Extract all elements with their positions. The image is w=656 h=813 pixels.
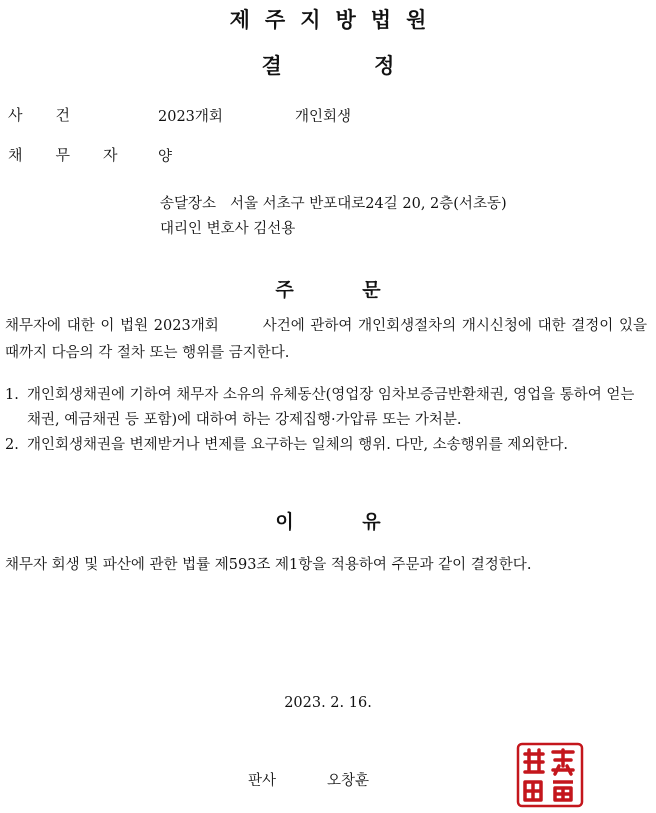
case-label: 사건 [8, 106, 103, 124]
judge-seal-icon [515, 740, 585, 810]
address-line [160, 192, 507, 213]
order-item [5, 383, 647, 433]
reason-title: 이 유 [275, 511, 381, 533]
order-list [5, 383, 647, 458]
representative: 대리인 변호사 김선용 [160, 221, 296, 237]
order-item-text: 개인회생채권에 기하여 채무자 소유의 유체동산(영업장 임차보증금반환채권, 영업을 통하여 얻는 채권, 예금채권 등 포함)에 대하여 하는 강제집행·가압류 또는 가처분. [27, 387, 635, 428]
debtor-label: 채무자 [8, 146, 151, 164]
debtor-name: 양 [158, 149, 173, 165]
order-paragraph [5, 313, 647, 367]
order-item-number: 1. [5, 387, 19, 403]
judge-title: 판사 [248, 773, 277, 789]
decision-date: 2023. 2. 16. [284, 695, 372, 711]
judge-name: 오창훈 [327, 773, 370, 789]
court-name: 제주지방법원 [229, 8, 442, 32]
order-paragraph-part1: 채무자에 대한 이 법원 2023개회 [5, 318, 219, 334]
case-number: 2023개회 [158, 109, 223, 125]
case-name: 개인회생 [295, 109, 352, 125]
order-item-text: 개인회생채권을 변제받거나 변제를 요구하는 일체의 행위. 다만, 소송행위를 제외한다. [27, 437, 568, 453]
address-label: 송달장소 [160, 196, 217, 212]
order-item [5, 433, 647, 458]
order-item-number: 2. [5, 437, 19, 453]
document-title: 결 정 [261, 54, 395, 78]
address-value: 서울 서초구 반포대로24길 20, 2층(서초동) [230, 196, 507, 212]
reason-text: 채무자 회생 및 파산에 관한 법률 제593조 제1항을 적용하여 주문과 같이 결정한다. [5, 557, 532, 573]
order-title: 주 문 [275, 279, 381, 301]
order-paragraph-part2: 사건에 관하여 개인회생절차의 개시신청에 대한 결정이 있을 때까지 다음의 각 절차 또는 행위를 금지한다. [5, 318, 647, 361]
